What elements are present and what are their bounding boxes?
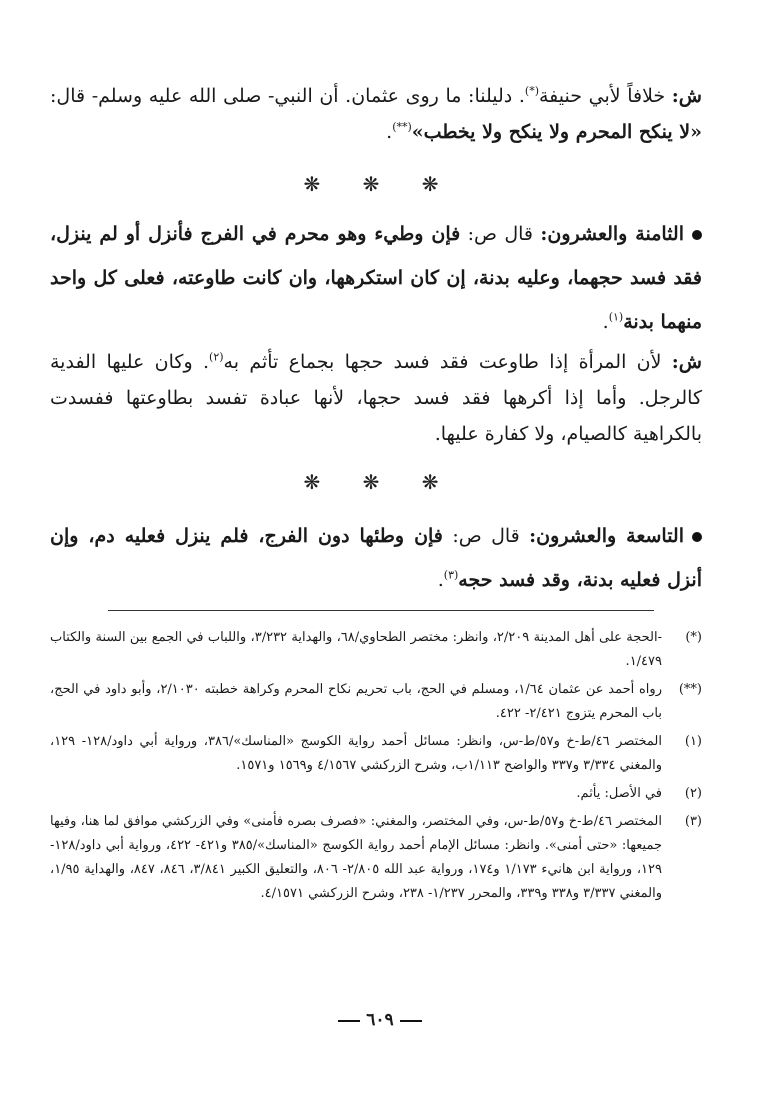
paragraph-3-body-a: لأن المرأة إذا طاوعت فقد فسد حجها بجماع تأثم به (223, 351, 662, 373)
section-separator-2: ❋ ❋ ❋ (303, 470, 457, 494)
paragraph-3 (50, 344, 702, 452)
footnote-ref-1: (١) (608, 310, 624, 324)
footnote-number: (١) (684, 734, 702, 749)
footnotes (50, 626, 702, 910)
issue-heading-29: التاسعة والعشرون: (529, 525, 684, 547)
dash-right (338, 1020, 360, 1022)
footnote-ref-double-star: (**) (392, 120, 412, 134)
issue-heading-28: الثامنة والعشرون: (540, 223, 684, 245)
paragraph-2-end: . (602, 311, 609, 333)
footnote-text: المختصر ٤٦/ط-خ و٥٧/ط-س، وفي المختصر، والمغني: «فصرف بصره فأمنى» وفي الزركشي موافق لما هنا، وفيها جميعها: «حتى أمنى». وانظر: مسائل الإمام أحمد رواية الكوسج «المناسك»/٣٨٥ و٤٢١- ٤٢٢، ورواية أبي داود/١٢٨- ١٢٩، ورواية ابن هانيء ١/١٧٣ و١٧٤، ورواية عبد الله ٢/٨٠٥- ٨٠٦، والتعليق الكبير ٣/٨٤١، ٨٤٦، ٨٤٧، والهداية ١/٩٥، والمغني ٣/٣٣٧ و٣٣٨ و٣٣٩، والمحرر ١/٢٣٧- ٢٣٨، وشرح الزركشي ٤/١٥٧١. (50, 814, 662, 901)
footnote-number: (٣) (684, 814, 702, 829)
paragraph-1-end: . (386, 121, 393, 143)
paragraph-4 (50, 514, 702, 602)
page-number (0, 1010, 760, 1030)
bullet-icon (692, 230, 702, 240)
bullet-icon (692, 532, 702, 542)
footnote-ref-3: (٣) (443, 568, 459, 582)
paragraph-1-body-a: خلافاً لأبي حنيفة (539, 85, 666, 107)
paragraph-1-lead: ش: (671, 85, 702, 107)
footnote-text: رواه أحمد عن عثمان ١/٦٤، ومسلم في الحج، باب تحريم نكاح المحرم وكراهة خطبته ٢/١٠٣٠، وأبو داود في الحج، باب المحرم يتزوج ٢/٤٢١- ٤٢٢. (50, 682, 662, 721)
paragraph-3-lead: ش: (671, 351, 703, 373)
footnote-text: المختصر ٤٦/ط-خ و٥٧/ط-س، وانظر: مسائل أحمد رواية الكوسج «المناسك»/٣٨٦، ورواية أبي داود/١٢٨- ١٢٩، والمغني ٣/٣٣٤ و٣٣٧ والواضح ١/١١٣ب، وشرح الزركشي ٤/١٥٦٧ و١٥٦٩ و١٥٧١. (50, 734, 663, 773)
footnote-ref-star: (*) (524, 84, 539, 98)
footnote (50, 730, 702, 778)
footnote-number: (**) (678, 682, 702, 697)
paragraph-2-label: قال ص: (467, 223, 533, 245)
paragraph-4-body: فإن وطئها دون الفرج، فلم ينزل فعليه دم، وإن أنزل فعليه بدنة، وقد فسد حجه (50, 525, 702, 591)
hadith-quote: «لا ينكح المحرم ولا ينكح ولا يخطب» (411, 121, 702, 143)
paragraph-4-label: قال ص: (452, 525, 520, 547)
footnote-text: -الحجة على أهل المدينة ٢/٢٠٩، وانظر: مختصر الطحاوي/٦٨، والهداية ٣/٢٣٢، واللباب في الجمع بين السنة والكتاب ١/٤٧٩. (50, 630, 663, 669)
footnote (50, 678, 702, 726)
footnote-number: (٢) (684, 786, 702, 801)
paragraph-1 (50, 78, 702, 150)
paragraph-1-body-b: . دليلنا: ما روى عثمان. أن النبي- صلى الله عليه وسلم- قال: (50, 85, 525, 107)
footnote-divider (108, 610, 654, 611)
footnote-number: (*) (685, 630, 702, 645)
footnote (50, 810, 702, 906)
paragraph-4-end: . (437, 569, 444, 591)
paragraph-2 (50, 212, 702, 344)
page-number-value: ٦٠٩ (366, 1010, 394, 1030)
footnote (50, 626, 702, 674)
footnote (50, 782, 702, 806)
section-separator-1: ❋ ❋ ❋ (303, 172, 457, 196)
paragraph-3-body-b: . وكان عليها الفدية كالرجل. وأما إذا أكرهها فقد فسد حجها، لأنها عبادة تفسد بطاوعتها ففسدت بالكراهية كالصيام، ولا كفارة عليها. (50, 351, 702, 445)
paragraph-2-body: فإن وطيء وهو محرم في الفرج فأنزل أو لم ينزل، فقد فسد حجهما، وعليه بدنة، إن كان استكرهها، وان كانت طاوعته، فعلى كل واحد منهما بدنة (50, 223, 702, 333)
footnote-ref-2: (٢) (209, 350, 224, 364)
dash-left (400, 1020, 422, 1022)
footnote-text: في الأصل: يأثم. (576, 786, 662, 801)
